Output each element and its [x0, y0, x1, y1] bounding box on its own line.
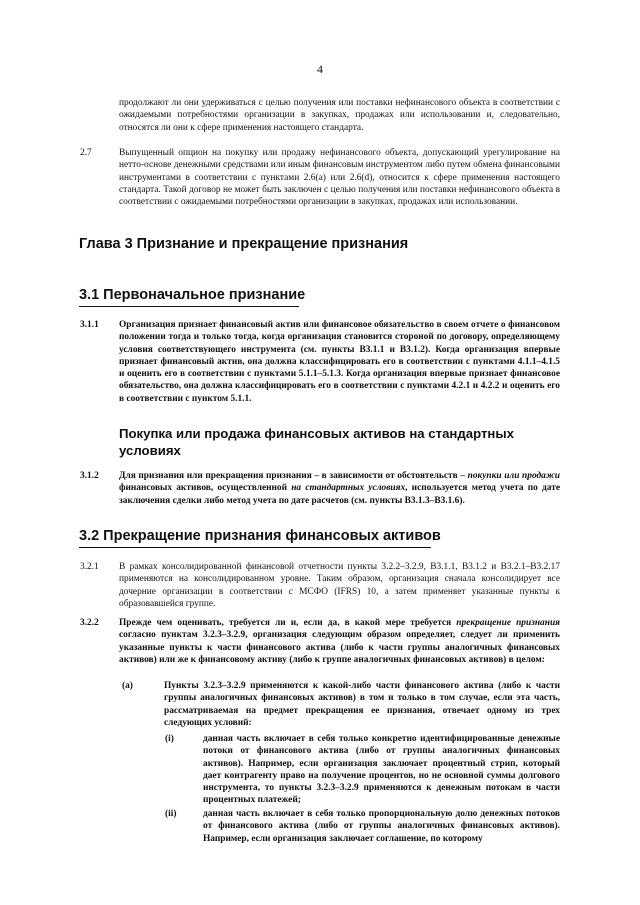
intro-paragraph: продолжают ли они удерживаться с целью получения или поставки нефинансового объекта в соответствии с ожидаемыми потребностями организации в закупках, продажах или использовании и, следовательно, относятся ли они к сфере применения настоящего стандарта. — [119, 98, 560, 133]
paragraph-3-1-1: Организация признает финансовый актив или финансовое обязательство в своем отчете о финансовом положении тогда и только тогда, когда организация становится стороной по договору, определяющему условия соответствующего инструмента (см. пункты B3.1.1 и B3.1.2). Когда организация впервые признает финансовый актив, она должна классифицировать его в соответствии с пунктами 4.1.1–4.1.5 и оценить его в соответствии с пунктами 5.1.1–5.1.3. Когда организация впервые признает финансовое обязательство, она должна классифицировать его в соответствии с пунктами 4.2.1 и 4.2.2 и оценить его в соответствии с пунктом 5.1.1. — [119, 320, 560, 404]
paragraph-2-7: Выпущенный опцион на покупку или продажу нефинансового объекта, допускающий урегулирование на нетто-основе денежными средствами или иным финансовым инструментом либо путем обмена финансовыми инструментами в соответствии с пунктами 2.6(a) или 2.6(d), относится к сфере применения настоящего стандарта. Такой договор не может быть заключен с целью получения или поставки нефинансового объекта в соответствии с ожидаемыми потребностями организации в закупках, продажах или использовании. — [119, 148, 560, 208]
paragraph-number: 3.1.1 — [80, 320, 99, 330]
paragraph-number: 2.7 — [80, 148, 92, 158]
list-item-a: Пункты 3.2.3–3.2.9 применяются к какой-либо части финансового актива (либо к части группы аналогичных финансовых активов) в том и только в том случае, если эта часть, рассматриваемая на предмет прекращения ее признания, отвечает одному из трех следующих условий: — [164, 681, 560, 728]
section-underline — [79, 306, 299, 307]
paragraph-number: 3.2.1 — [80, 562, 99, 572]
list-item-i: данная часть включает в себя только конкретно идентифицированные денежные потоки от финансового актива (либо от группы аналогичных финансовых активов). Например, если организация заключает процентный стрип, который дает контрагенту право на получение процентов, но не основной суммы долгового инструмента, то пункты 3.2.3–3.2.9 применяются к денежным потокам в части процентных платежей; — [203, 734, 560, 806]
paragraph-3-1-2: Для признания или прекращения признания – в зависимости от обстоятельств – покупки или продажи финансовых активов, осуществленной на стандартных условиях, используется метод учета по дате заключения сделки либо метод учета по дате расчетов (см. пункты B3.1.3–B3.1.6). — [119, 471, 560, 506]
paragraph-3-2-1: В рамках консолидированной финансовой отчетности пункты 3.2.2–3.2.9, B3.1.1, B3.1.2 и B3.2.1–B3.2.17 применяются на консолидированном уровне. Таким образом, организация сначала консолидирует все дочерние организации в соответствии с МСФО (IFRS) 10, а затем применяет указанные пункты к образовавшейся группе. — [119, 562, 560, 609]
paragraph-number: 3.2.2 — [80, 618, 99, 628]
list-label-i: (i) — [165, 734, 174, 744]
list-item-ii: данная часть включает в себя только пропорциональную долю денежных потоков от финансового актива (либо от группы аналогичных финансовых активов). Например, если организация заключает соглашение, по которому — [203, 809, 560, 844]
section-title-3-1: 3.1 Первоначальное признание — [79, 287, 306, 303]
list-label-ii: (ii) — [165, 809, 177, 819]
list-label-a: (a) — [122, 681, 133, 691]
chapter-title: Глава 3 Признание и прекращение признания — [79, 236, 409, 252]
paragraph-3-2-2: Прежде чем оценивать, требуется ли и, если да, в какой мере требуется прекращение признания согласно пунктам 3.2.3–3.2.9, организация следующим образом определяет, следует ли применить указанные пункты к части финансового актива (либо к части группы аналогичных финансовых активов) или же к финансовому активу (либо к группе аналогичных финансовых активов) в целом: — [119, 618, 560, 665]
paragraph-number: 3.1.2 — [80, 471, 99, 481]
page-number: 4 — [317, 62, 323, 76]
subsection-heading: Покупка или продажа финансовых активов на стандартных условиях — [119, 426, 514, 458]
section-title-3-2: 3.2 Прекращение признания финансовых активов — [79, 528, 441, 544]
section-underline — [79, 547, 431, 548]
